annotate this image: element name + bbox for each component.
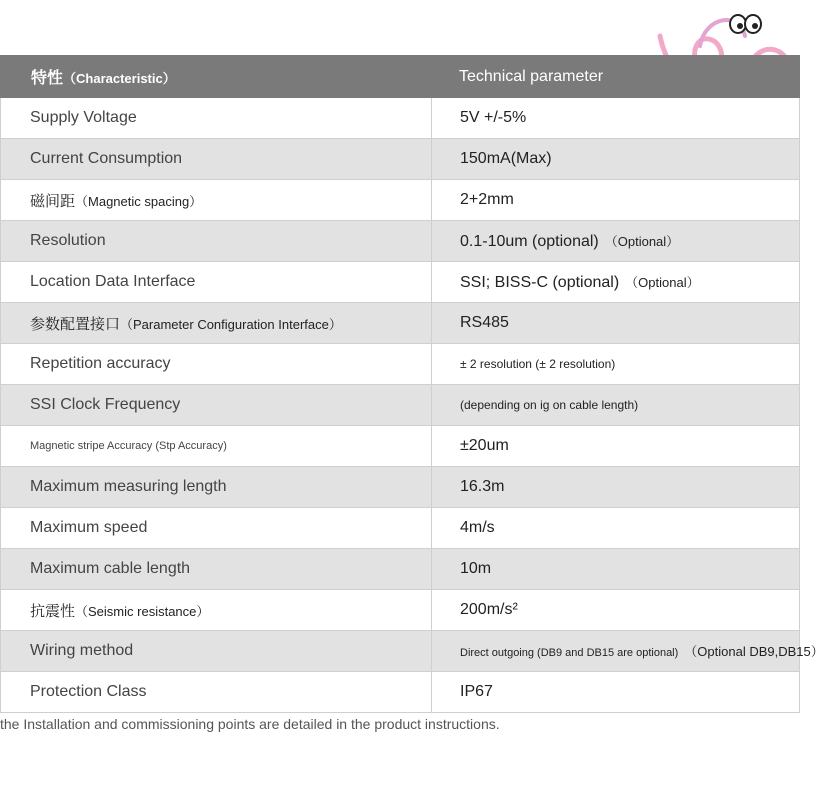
parameter-name: Resolution xyxy=(1,221,432,262)
table-row xyxy=(1,590,800,631)
parameter-name: Repetition accuracy xyxy=(1,344,432,385)
table-row xyxy=(1,549,800,590)
table-row xyxy=(1,180,800,221)
parameter-name: Wiring method xyxy=(1,631,432,672)
parameter-name: Maximum measuring length xyxy=(1,467,432,508)
table-row xyxy=(1,467,800,508)
parameter-name: SSI Clock Frequency xyxy=(1,385,432,426)
parameter-name: Protection Class xyxy=(1,672,432,713)
header-technical-parameter: Technical parameter xyxy=(432,56,800,98)
table-header-row xyxy=(1,56,800,98)
parameter-value: ±20um xyxy=(432,426,800,467)
footnote: the Installation and commissioning points are detailed in the product instructions. xyxy=(0,716,500,732)
parameter-value: 2+2mm xyxy=(432,180,800,221)
table-row xyxy=(1,426,800,467)
parameter-value: 0.1-10um (optional) （Optional） xyxy=(432,221,800,262)
parameter-value: 4m/s xyxy=(432,508,800,549)
table-row xyxy=(1,221,800,262)
parameter-name: 磁间距（Magnetic spacing） xyxy=(1,180,432,221)
parameter-name: Supply Voltage xyxy=(1,98,432,139)
parameter-value: (depending on ig on cable length) xyxy=(432,385,800,426)
parameter-name: Current Consumption xyxy=(1,139,432,180)
table-row xyxy=(1,631,800,672)
table-row xyxy=(1,508,800,549)
parameter-name: Maximum speed xyxy=(1,508,432,549)
parameter-value: 150mA(Max) xyxy=(432,139,800,180)
parameter-value: IP67 xyxy=(432,672,800,713)
parameter-value: SSI; BISS-C (optional) （Optional） xyxy=(432,262,800,303)
spec-table xyxy=(0,55,824,713)
table-row xyxy=(1,385,800,426)
table-row xyxy=(1,139,800,180)
parameter-value: 16.3m xyxy=(432,467,800,508)
table-row xyxy=(1,98,800,139)
table-row xyxy=(1,344,800,385)
header-characteristic: 特性（Characteristic） xyxy=(1,56,432,98)
parameter-value: 10m xyxy=(432,549,800,590)
parameter-value: 5V +/-5% xyxy=(432,98,800,139)
table-row xyxy=(1,303,800,344)
parameter-name: Maximum cable length xyxy=(1,549,432,590)
table-row xyxy=(1,262,800,303)
parameter-name: Magnetic stripe Accuracy (Stp Accuracy) xyxy=(1,426,432,467)
parameter-value: RS485 xyxy=(432,303,800,344)
table-row xyxy=(1,672,800,713)
parameter-value: 200m/s² xyxy=(432,590,800,631)
parameter-name: 参数配置接口（Parameter Configuration Interface） xyxy=(1,303,432,344)
parameter-value: Direct outgoing (DB9 and DB15 are optional) （Optional DB9,DB15） xyxy=(432,631,800,672)
parameter-value: ± 2 resolution (± 2 resolution) xyxy=(432,344,800,385)
parameter-name: 抗震性（Seismic resistance） xyxy=(1,590,432,631)
parameter-name: Location Data Interface xyxy=(1,262,432,303)
